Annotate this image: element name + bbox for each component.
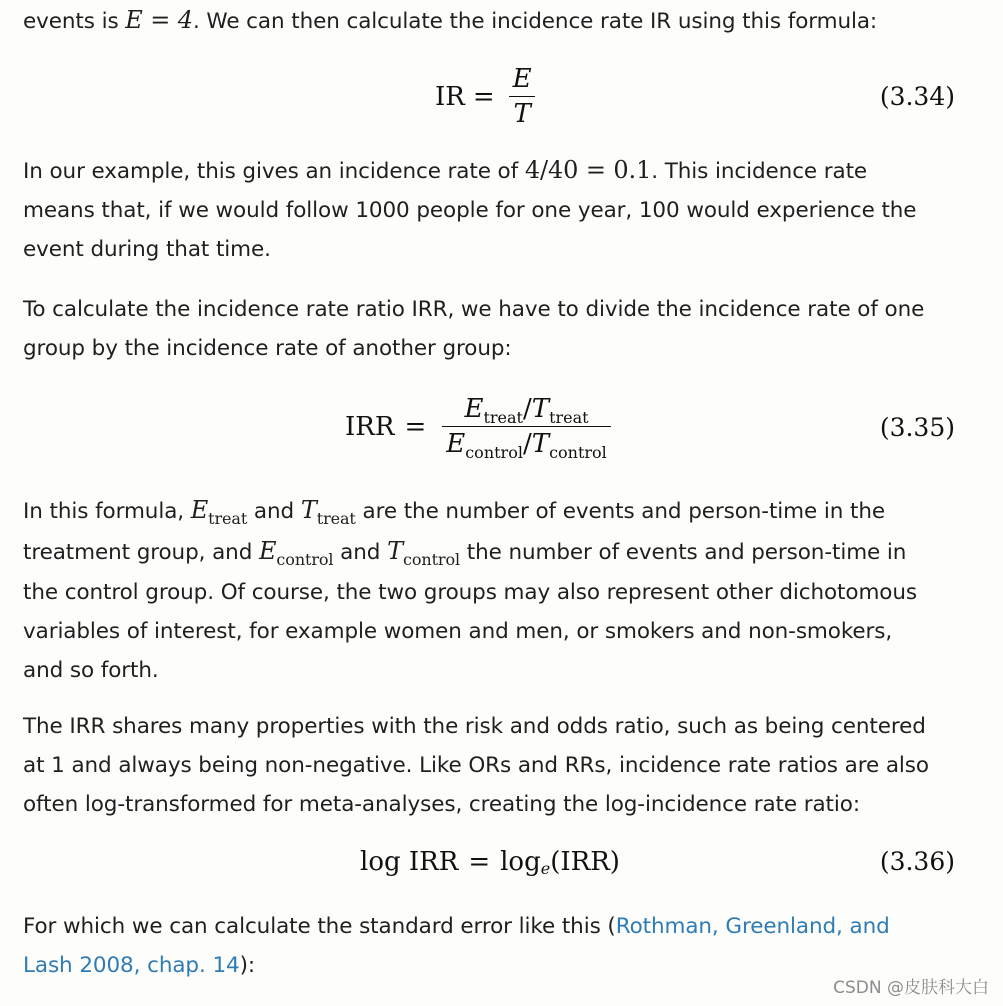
subscript: control bbox=[465, 443, 523, 462]
equation-number: (3.36) bbox=[879, 847, 955, 876]
math-e-equals-4: E = 4 bbox=[125, 6, 193, 34]
subscript: treat bbox=[316, 509, 356, 528]
subscript: control bbox=[403, 550, 461, 569]
paragraph-example bbox=[23, 151, 955, 269]
text: event during that time. bbox=[23, 237, 271, 262]
text: In our example, this gives an incidence rate of bbox=[23, 159, 525, 184]
var-t: T bbox=[387, 537, 403, 565]
subscript: control bbox=[549, 443, 607, 462]
citation-text[interactable]: Rothman, Greenland, and bbox=[615, 914, 890, 939]
text: the number of events and person-time in bbox=[460, 540, 907, 565]
var-t: T bbox=[300, 496, 317, 524]
equation-3-36 bbox=[23, 845, 955, 889]
text: the control group. Of course, the two groups may also represent other dichotomous bbox=[23, 580, 917, 605]
slash: / bbox=[522, 429, 532, 459]
fraction-irr bbox=[442, 394, 611, 462]
text: . This incidence rate bbox=[651, 159, 868, 184]
eq-equals: = bbox=[468, 847, 491, 877]
text: and bbox=[333, 540, 388, 565]
fraction-e-over-t bbox=[509, 64, 536, 129]
text: are the number of events and person-time in the bbox=[355, 499, 885, 524]
eq-rhs-arg: (IRR) bbox=[550, 847, 620, 877]
subscript: e bbox=[540, 858, 551, 878]
paragraph-standard-error bbox=[23, 907, 955, 985]
text: . We can then calculate the incidence rate IR using this formula: bbox=[192, 9, 878, 34]
equation-number: (3.35) bbox=[879, 413, 955, 442]
var-e: E bbox=[259, 537, 277, 565]
text: ): bbox=[239, 953, 256, 978]
text: at 1 and always being non-negative. Like ORs and RRs, incidence rate ratios are also bbox=[23, 753, 929, 778]
citation-text[interactable]: Lash 2008, chap. 14 bbox=[23, 953, 240, 978]
text: and bbox=[247, 499, 301, 524]
text: variables of interest, for example women and men, or smokers and non-smokers, bbox=[23, 619, 893, 644]
subscript: treat bbox=[549, 408, 589, 427]
paragraph-irr-properties bbox=[23, 707, 955, 824]
eq-lhs-irr: IRR bbox=[345, 411, 395, 442]
var-t: T bbox=[531, 394, 550, 424]
equation-3-35 bbox=[23, 390, 955, 470]
text: group by the incidence rate of another group: bbox=[23, 336, 512, 361]
eq-rhs-log: log bbox=[500, 847, 541, 877]
math-4-over-40: 4/40 = 0.1 bbox=[524, 156, 652, 184]
watermark: CSDN @皮肤科大白 bbox=[833, 978, 989, 998]
var-e: E bbox=[446, 429, 466, 459]
text: and so forth. bbox=[23, 658, 159, 683]
var-t: T bbox=[531, 429, 550, 459]
text: In this formula, bbox=[23, 499, 191, 524]
eq-lhs-ir: IR bbox=[435, 81, 465, 112]
paragraph-irr-definition bbox=[23, 290, 955, 368]
slash: / bbox=[522, 394, 532, 424]
text: To calculate the incidence rate ratio IRR, we have to divide the incidence rate of one bbox=[23, 297, 925, 322]
var-e: E bbox=[464, 394, 484, 424]
text: means that, if we would follow 1000 people for one year, 100 would experience the bbox=[23, 198, 917, 223]
var-e: E bbox=[190, 496, 209, 524]
subscript: treat bbox=[208, 509, 248, 528]
text: The IRR shares many properties with the risk and odds ratio, such as being centered bbox=[23, 714, 926, 739]
paragraph-formula-explanation bbox=[23, 491, 955, 690]
text: For which we can calculate the standard error like this ( bbox=[23, 914, 616, 939]
equation-3-34 bbox=[23, 60, 955, 140]
text: treatment group, and bbox=[23, 540, 259, 565]
text: often log-transformed for meta-analyses, creating the log-incidence rate ratio: bbox=[23, 792, 860, 817]
paragraph-intro-formula bbox=[23, 1, 955, 41]
numerator: E bbox=[512, 64, 532, 94]
denominator bbox=[442, 426, 611, 462]
numerator bbox=[460, 394, 592, 426]
equation-number: (3.34) bbox=[879, 82, 955, 111]
eq-lhs-log-irr: log IRR bbox=[360, 847, 459, 877]
eq-equals: = bbox=[472, 81, 495, 112]
text: events is bbox=[23, 9, 126, 34]
subscript: treat bbox=[483, 408, 523, 427]
subscript: control bbox=[276, 550, 334, 569]
denominator: T bbox=[509, 96, 534, 129]
eq-equals: = bbox=[404, 411, 427, 442]
